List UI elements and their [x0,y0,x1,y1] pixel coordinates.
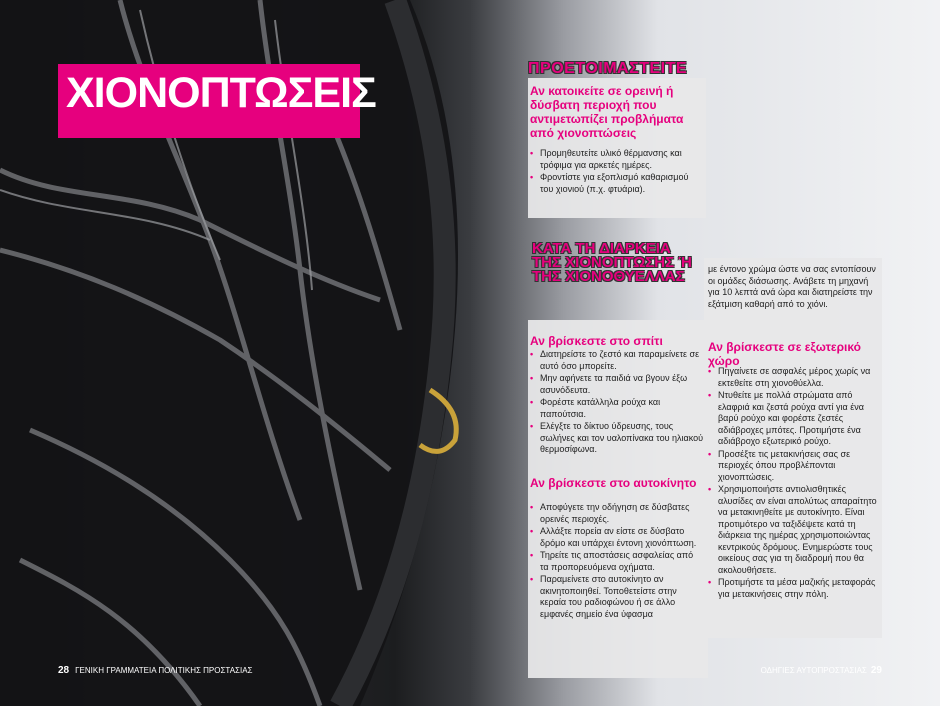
page-number-left: 28 [58,665,70,676]
footer-right [761,665,882,676]
list-item: • Αλλάξτε πορεία αν είστε σε δύσβατο δρόμο και υπάρχει έντονη χιονόπτωση. [530,526,704,549]
prepare-subheading: Αν κατοικείτε σε ορεινή ή δύσβατη περιοχή που αντιμετωπίζει προβλήματα από χιονοπτώσεις [530,84,684,140]
page-title: ΧΙΟΝΟΠΤΩΣΕΙΣ [66,69,376,117]
footer-left-text: ΓΕΝΙΚΗ ΓΡΑΜΜΑΤΕΙΑ ΠΟΛΙΤΙΚΗΣ ΠΡΟΣΤΑΣΙΑΣ [75,666,253,675]
outdoors-list [708,366,878,601]
footer-right-text: ΟΔΗΓΙΕΣ ΑΥΤΟΠΡΟΣΤΑΣΙΑΣ [760,666,867,675]
list-item: • Προσέξτε τις μετακινήσεις σας σε περιοχές όπου προβλέπονται χιονοπτώσεις. [708,449,878,484]
list-item: • Προτιμήστε τα μέσα μαζικής μεταφοράς για μετακινήσεις στην πόλη. [708,577,878,600]
list-item: • Χρησιμοποιήστε αντιολισθητικές αλυσίδες αν είναι απολύτως απαραίτητο να μετακινηθείτε με αυτοκίνητο. Είναι προτιμότερο να ταξιδέψετε κατά τη διάρκεια της ημέρας χρησιμοποιώντας κεντρικούς δρόμους. Ενημερώστε τους οικείους σας για τη διαδρομή που θα ακολουθήσετε. [708,484,878,576]
list-item: • Μην αφήνετε τα παιδιά να βγουν έξω ασυνόδευτα. [530,373,704,396]
car-list [530,502,704,621]
list-item: • Ντυθείτε με πολλά στρώματα από ελαφριά και ζεστά ρούχα αντί για ένα βαρύ ρούχο και φορέστε ζεστές αδιάβροχες μπότες. Προτιμήστε ένα αδιάβροχο εξωτερικό ρούχο. [708,390,878,448]
list-item: • Ελέγξτε το δίκτυο ύδρευσης, τους σωλήνες και τον υαλοπίνακα του ηλιακού θερμοσίφωνα. [530,421,704,456]
home-subheading: Αν βρίσκεστε στο σπίτι [530,334,663,348]
during-heading: ΚΑΤΑ ΤΗ ΔΙΑΡΚΕΙΑ ΤΗΣ ΧΙΟΝΟΠΤΩΣΗΣ Ή ΤΗΣ ΧΙΟΝΟΘΥΕΛΛΑΣ [532,240,692,285]
car-list-continuation: με έντονο χρώμα ώστε να σας εντοπίσουν οι ομάδες διάσωσης. Ανάβετε τη μηχανή για 10 λεπτά ανά ώρα και διατηρείστε την εξάτμιση καθαρή από το χιόνι. [708,264,876,309]
page-number-right: 29 [870,665,882,676]
home-list [530,349,704,457]
list-item: • Φροντίστε για εξοπλισμό καθαρισμού του χιονιού (π.χ. φτυάρια). [530,172,704,195]
list-item: • Διατηρείστε το ζεστό και παραμείνετε σε αυτό όσο μπορείτε. [530,349,704,372]
list-item: • Παραμείνετε στο αυτοκίνητο αν ακινητοποιηθεί. Τοποθετείστε στην κεραία του ραδιοφώνου ή σε άλλο εμφανές σημείο ένα ύφασμα [530,574,704,620]
car-subheading: Αν βρίσκεστε στο αυτοκίνητο [530,476,697,490]
list-item: • Αποφύγετε την οδήγηση σε δύσβατες ορεινές περιοχές. [530,502,704,525]
list-item: • Τηρείτε τις αποστάσεις ασφαλείας από τα προπορευόμενα οχήματα. [530,550,704,573]
list-item: • Πηγαίνετε σε ασφαλές μέρος χωρίς να εκτεθείτε στη χιονοθύελλα. [708,366,878,389]
list-item: • Φορέστε κατάλληλα ρούχα και παπούτσια. [530,397,704,420]
list-item: • Προμηθευτείτε υλικό θέρμανσης και τρόφιμα για αρκετές ημέρες. [530,148,704,171]
prepare-heading: ΠΡΟΕΤΟΙΜΑΣΤΕΙΤΕ [528,60,688,77]
prepare-list [530,148,704,196]
footer-left [58,665,253,676]
outdoors-subheading: Αν βρίσκεστε σε εξωτερικό χώρο [708,340,862,368]
